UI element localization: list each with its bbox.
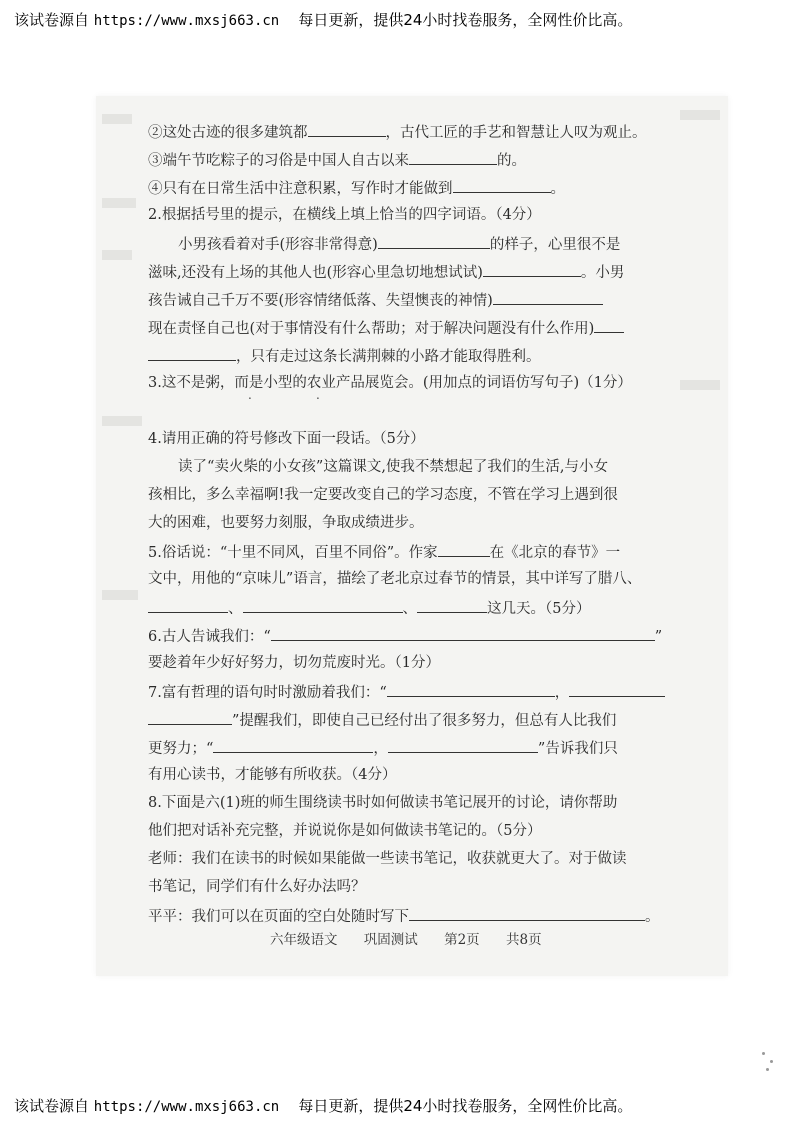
- question-1-item-4: [148, 176, 565, 198]
- question-7-line-4: 有用心读书，才能够有所收获。（4分）: [148, 767, 397, 783]
- bleed-mark: [680, 110, 720, 120]
- question-text: 提醒我们，即使自己已经付出了很多努力，但总有人比我们: [239, 713, 617, 729]
- answer-blank[interactable]: [483, 260, 581, 277]
- question-text: ，: [373, 741, 388, 757]
- question-5-line-1: [148, 540, 620, 562]
- question-2-title: 2.根据括号里的提示，在横线上填上恰当的四字词语。（4分）: [148, 207, 541, 223]
- answer-blank[interactable]: [409, 904, 645, 921]
- question-4-line-1: 读了“卖火柴的小女孩”这篇课文,使我不禁想起了我们的生活,与小女: [178, 459, 609, 475]
- question-8-line-4: 书笔记，同学们有什么好办法吗？: [148, 879, 366, 895]
- question-3-title: 3.这不是粥，而是小型的农业产品展览会。(用加点的词语仿写句子)（1分）: [148, 375, 632, 391]
- banner-suffix: 每日更新，提供24小时找卷服务，全网性价比高。: [298, 11, 633, 29]
- question-1-item-3: [148, 148, 526, 170]
- question-5-line-2: 文中，用他的“京味儿”语言，描绘了老北京过春节的情景，其中详写了腊八、: [148, 571, 642, 587]
- question-text: ”: [654, 629, 663, 645]
- answer-blank[interactable]: [148, 344, 236, 361]
- answer-blank[interactable]: [243, 596, 403, 613]
- question-text: 、: [228, 601, 243, 617]
- question-4-line-2: 孩相比，多么幸福啊!我一定要改变自己的学习态度，不管在学习上遇到很: [148, 487, 618, 503]
- emphasis-dot: .: [316, 388, 320, 402]
- question-text: ，: [554, 685, 570, 701]
- bleed-mark: [102, 250, 132, 260]
- question-2-line-1: [148, 232, 620, 254]
- question-7-line-1: [148, 680, 665, 702]
- source-banner-bottom: [14, 1094, 784, 1118]
- bleed-mark: [102, 114, 132, 124]
- scanned-exam-page: [96, 96, 728, 976]
- question-text: 。: [645, 909, 660, 925]
- answer-blank[interactable]: [213, 736, 373, 753]
- answer-blank[interactable]: [417, 596, 487, 613]
- question-8-line-3: 老师：我们在读书的时候如果能做一些读书笔记，收获就更大了。对于做读: [148, 851, 627, 867]
- question-text: 。: [550, 181, 565, 197]
- emphasis-dot: .: [248, 388, 252, 402]
- answer-blank[interactable]: [387, 680, 555, 697]
- answer-blank[interactable]: [438, 540, 490, 557]
- answer-blank[interactable]: [594, 316, 624, 333]
- question-8-line-2: 他们把对话补充完整，并说说你是如何做读书笔记的。（5分）: [148, 823, 542, 839]
- question-text: 在《北京的春节》一: [489, 545, 621, 561]
- question-text: 5.俗话说：“十里不同风，百里不同俗”。作家: [148, 545, 438, 561]
- question-8-line-5: [148, 904, 660, 926]
- answer-blank[interactable]: [388, 736, 538, 753]
- question-text: 。小男: [580, 265, 625, 281]
- question-2-line-2: [148, 260, 624, 282]
- question-2-line-3: [148, 288, 603, 310]
- answer-blank[interactable]: [569, 680, 665, 697]
- question-text: 现在责怪自己也(对于事情没有什么帮助；对于解决问题没有什么作用): [148, 321, 595, 337]
- question-text: ，只有走过这条长满荆棘的小路才能取得胜利。: [236, 349, 541, 365]
- page-footer: [270, 928, 564, 948]
- question-2-line-4: [148, 316, 624, 338]
- question-4-line-3: 大的困难，也要努力刻服，争取成绩进步。: [148, 515, 424, 531]
- banner-suffix: 每日更新，提供24小时找卷服务，全网性价比高。: [298, 1097, 633, 1115]
- question-text: 、: [402, 601, 417, 617]
- question-text: 小男孩看着对手(形容非常得意): [178, 237, 378, 253]
- question-text: ②这处古迹的很多建筑都: [148, 125, 308, 141]
- footer-total: 共8页: [505, 932, 542, 948]
- answer-blank[interactable]: [453, 176, 551, 193]
- question-text: 7.富有哲理的语句时时激励着我们：“: [148, 685, 387, 701]
- question-text: 滋味,还没有上场的其他人也(形容心里急切地想试试): [148, 265, 483, 281]
- answer-blank[interactable]: [308, 120, 386, 137]
- question-8-line-1: 8.下面是六(1)班的师生围绕读书时如何做读书笔记展开的讨论，请你帮助: [148, 795, 618, 811]
- question-6-line-1: [148, 624, 662, 646]
- scan-speck: [766, 1068, 769, 1071]
- answer-blank[interactable]: [493, 288, 603, 305]
- answer-blank[interactable]: [271, 624, 655, 641]
- bleed-mark: [102, 416, 142, 426]
- answer-blank[interactable]: [148, 708, 232, 725]
- bleed-mark: [102, 198, 136, 208]
- footer-test: 巩固测试: [363, 932, 418, 948]
- question-1-item-2: [148, 120, 647, 142]
- question-text: ，古代工匠的手艺和智慧让人叹为观止。: [385, 125, 647, 141]
- question-text: 的。: [497, 153, 526, 169]
- question-text: ”: [232, 713, 240, 729]
- banner-url[interactable]: https://www.mxsj663.cn: [93, 13, 280, 29]
- question-text: 的样子，心里很不是: [489, 237, 621, 253]
- question-2-line-5: [148, 344, 541, 366]
- question-5-line-3: [148, 596, 590, 618]
- bleed-mark: [680, 380, 720, 390]
- bleed-mark: [102, 590, 138, 600]
- question-text: ”告诉我们只: [537, 741, 618, 757]
- question-text: ③端午节吃粽子的习俗是中国人自古以来: [148, 153, 409, 169]
- question-text: 这几天。（5分）: [487, 601, 591, 617]
- footer-page: 第2页: [444, 932, 480, 948]
- question-6-line-2: 要趁着年少好好努力，切勿荒废时光。（1分）: [148, 655, 440, 671]
- question-4-title: 4.请用正确的符号修改下面一段话。（5分）: [148, 431, 425, 447]
- footer-grade: 六年级语文: [270, 932, 338, 948]
- banner-prefix: 该试卷源自: [14, 1097, 90, 1115]
- question-text: 6.古人告诫我们：“: [148, 629, 271, 645]
- answer-blank[interactable]: [378, 232, 490, 249]
- banner-url[interactable]: https://www.mxsj663.cn: [93, 1099, 280, 1115]
- source-banner-top: [14, 8, 784, 32]
- question-7-line-3: [148, 736, 618, 758]
- answer-blank[interactable]: [148, 596, 228, 613]
- question-text: 平平：我们可以在页面的空白处随时写下: [148, 909, 409, 925]
- answer-blank[interactable]: [409, 148, 497, 165]
- scan-speck: [762, 1052, 765, 1055]
- scan-speck: [770, 1060, 773, 1063]
- banner-prefix: 该试卷源自: [14, 11, 90, 29]
- question-text: 更努力；“: [148, 741, 214, 757]
- question-7-line-2: [148, 708, 616, 730]
- question-text: 孩告诫自己千万不要(形容情绪低落、失望懊丧的神情): [148, 293, 493, 309]
- question-text: ④只有在日常生活中注意积累，写作时才能做到: [148, 181, 453, 197]
